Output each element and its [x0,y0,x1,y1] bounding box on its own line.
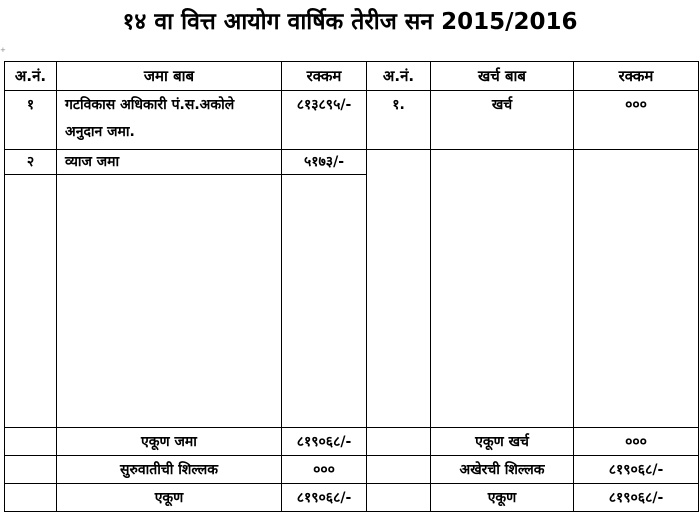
header-sr-left: अ.नं. [5,62,57,91]
credit-head: गटविकास अधिकारी पं.स.अकोले अनुदान जमा. [57,91,282,150]
closing-balance: ८१९०६८/- [574,456,699,484]
header-amount-left: रक्कम [282,62,367,91]
grand-total-left-label: एकूण [57,484,282,512]
table-row [5,150,699,175]
empty-cell [367,456,431,484]
grand-total-row [5,484,699,512]
trial-balance-table [4,61,699,512]
header-sr-right: अ.नं. [367,62,431,91]
credit-head: व्याज जमा [57,150,282,175]
table-row [5,91,699,150]
total-debit: ००० [574,428,699,456]
empty-cell [5,456,57,484]
empty-cell [367,484,431,512]
table-anchor-icon: + [0,46,6,54]
total-credit: ८१९०६८/- [282,428,367,456]
debit-head: खर्च [431,91,574,150]
total-debit-label: एकूण खर्च [431,428,574,456]
total-row [5,428,699,456]
grand-total-right: ८१९०६८/- [574,484,699,512]
empty-cell [282,175,367,428]
grand-total-left: ८१९०६८/- [282,484,367,512]
closing-balance-label: अखेरची शिल्लक [431,456,574,484]
credit-sr: १ [5,91,57,150]
empty-cell [367,150,431,428]
header-row [5,62,699,91]
grand-total-right-label: एकूण [431,484,574,512]
header-credit-head: जमा बाब [57,62,282,91]
empty-cell [57,175,282,428]
empty-cell [5,484,57,512]
empty-cell [431,150,574,428]
opening-balance-label: सुरुवातीची शिल्लक [57,456,282,484]
header-amount-right: रक्कम [574,62,699,91]
debit-sr: १. [367,91,431,150]
credit-amount: ८१३८९५/- [282,91,367,150]
credit-amount: ५१७३/- [282,150,367,175]
opening-balance: ००० [282,456,367,484]
empty-cell [367,428,431,456]
credit-sr: २ [5,150,57,175]
document-title: १४ वा वित्त आयोग वार्षिक तेरीज सन 2015/2016 [122,9,578,35]
header-debit-head: खर्च बाब [431,62,574,91]
total-credit-label: एकूण जमा [57,428,282,456]
balance-row [5,456,699,484]
empty-cell [5,175,57,428]
debit-amount: ००० [574,91,699,150]
empty-cell [5,428,57,456]
empty-cell [574,150,699,428]
